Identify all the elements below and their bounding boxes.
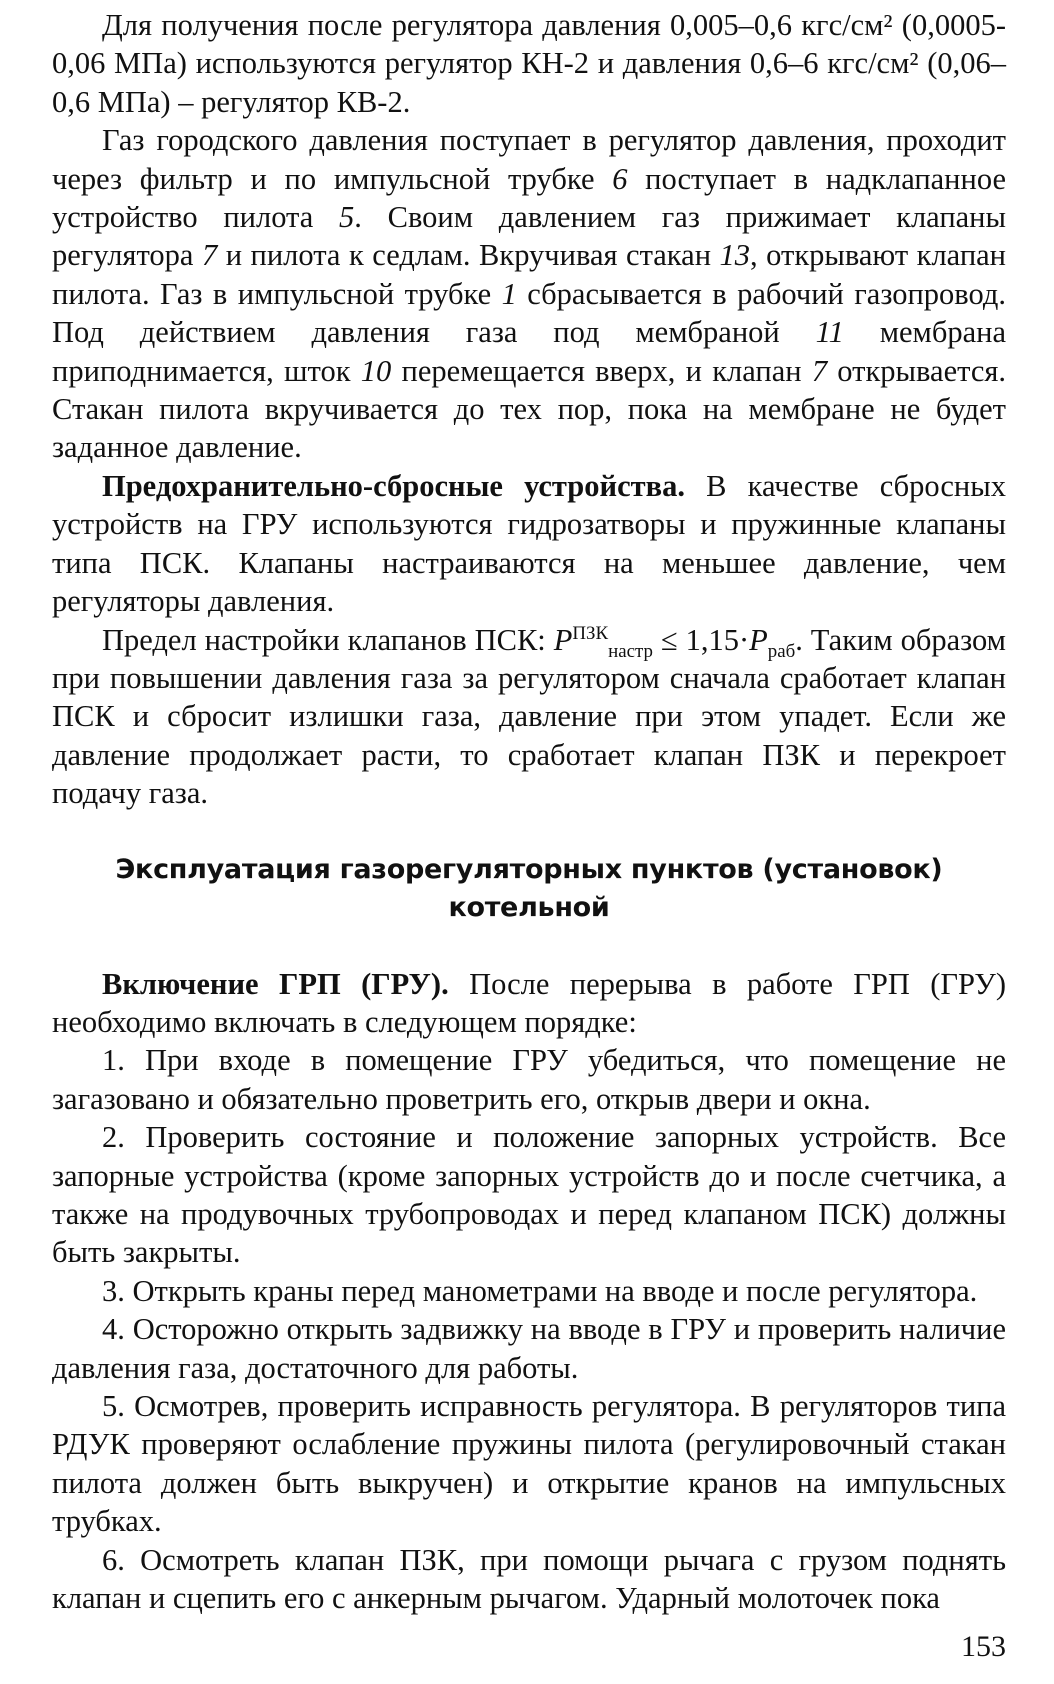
ref-number: 10 (360, 353, 392, 388)
text-run: перемещается вверх, и клапан (391, 353, 812, 388)
text-run: Газ городского давления поступает в регулятор давления, проходит через фильтр и по импульсной трубке (52, 123, 1006, 196)
text-run: Предел настройки клапанов ПСК: (102, 622, 554, 657)
paragraph-safety-relief (52, 467, 1006, 621)
paragraph-regulators: Для получения после регулятора давления 0,005–0,6 кгс/см² (0,0005-0,06 МПа) используются регулятор КН-2 и давления 0,6–6 кгс/см² (0,06–0,6 МПа) – регулятор КВ-2. (52, 8, 1006, 119)
list-item: 4. Осторожно открыть задвижку на вводе в ГРУ и проверить наличие давления газа, достаточного для работы. (52, 1312, 1006, 1385)
list-item: 1. При входе в помещение ГРУ убедиться, что помещение не загазовано и обязательно проветрить его, открыв двери и окна. (52, 1043, 1006, 1116)
formula-operator: ≤ 1,15· (652, 622, 750, 657)
ref-number: 11 (815, 315, 844, 350)
text-run: , открывают клапан пилота. Газ в импульсной трубке (52, 238, 1007, 311)
ref-number: 6 (612, 161, 628, 196)
formula-subscript: раб (767, 640, 796, 662)
list-item: 3. Открыть краны перед манометрами на вводе и после регулятора. (102, 1273, 978, 1308)
paragraph-lead-bold: Предохранительно-сбросные устройства. (102, 468, 685, 503)
ref-number: 13 (719, 238, 751, 273)
list-item: 2. Проверить состояние и положение запорных устройств. Все запорные устройства (кроме запорных устройств до и после счетчика, а также на продувочных трубопроводах и перед клапаном ПСК) должны быть закрыты. (52, 1120, 1006, 1270)
ref-number: 1 (501, 276, 517, 311)
formula-subscript: настр (608, 640, 653, 662)
section-heading: Эксплуатация газорегуляторных пунктов (установок) котельной (115, 853, 943, 923)
text-run: . Своим давлением газ прижимает клапаны регулятора (52, 200, 1006, 273)
paragraph-psk-limit (52, 621, 1006, 813)
text-run: мембрана приподнимается, шток (52, 315, 1006, 388)
formula-symbol: P (553, 622, 573, 657)
paragraph-startup (52, 965, 1006, 1042)
list-item: 6. Осмотреть клапан ПЗК, при помощи рычага с грузом поднять клапан и сцепить его с анкерным рычагом. Ударный молоточек пока (52, 1542, 1006, 1616)
list-item: 5. Осмотрев, проверить исправность регулятора. В регуляторов типа РДУК проверяют ослабление пружины пилота (регулировочный стакан пилота должен быть выкручен) и открытие кранов на импульсных трубках. (52, 1389, 1006, 1539)
text-run: После перерыва в работе ГРП (ГРУ) необходимо включать в следующем порядке: (52, 966, 1006, 1039)
text-run: В качестве сбросных устройств на ГРУ используются гидрозатворы и пружинные клапаны типа ПСК. Клапаны настраиваются на меньшее давление, чем регуляторы давления. (52, 468, 1007, 619)
text-run: и пилота к седлам. Вкручивая стакан (217, 238, 720, 273)
text-run: поступает в надклапанное устройство пилота (52, 161, 1006, 235)
text-run: открывается. Стакан пилота вкручивается до тех пор, пока на мембране не будет заданное давление. (52, 353, 1007, 465)
page-number: 153 (961, 1630, 1006, 1663)
text-run: сбрасывается в рабочий газопровод. Под действием давления газа под мембраной (52, 276, 1006, 350)
paragraph-gas-flow (52, 121, 1006, 467)
ref-number: 7 (811, 353, 828, 388)
text-run: . Таким образом при повышении давления газа за регулятором сначала сработает клапан ПСК и сбросит излишки газа, давление при этом упадет. Если же давление продолжает расти, то сработает клапан ПЗК и перекроет подачу газа. (52, 622, 1006, 811)
formula-superscript: ПЗК (572, 622, 609, 644)
formula-symbol: P (749, 622, 768, 657)
ref-number: 7 (201, 238, 218, 273)
paragraph-lead-bold: Включение ГРП (ГРУ). (102, 966, 449, 1001)
ref-number: 5 (339, 200, 355, 235)
document-page (52, 6, 1006, 1676)
